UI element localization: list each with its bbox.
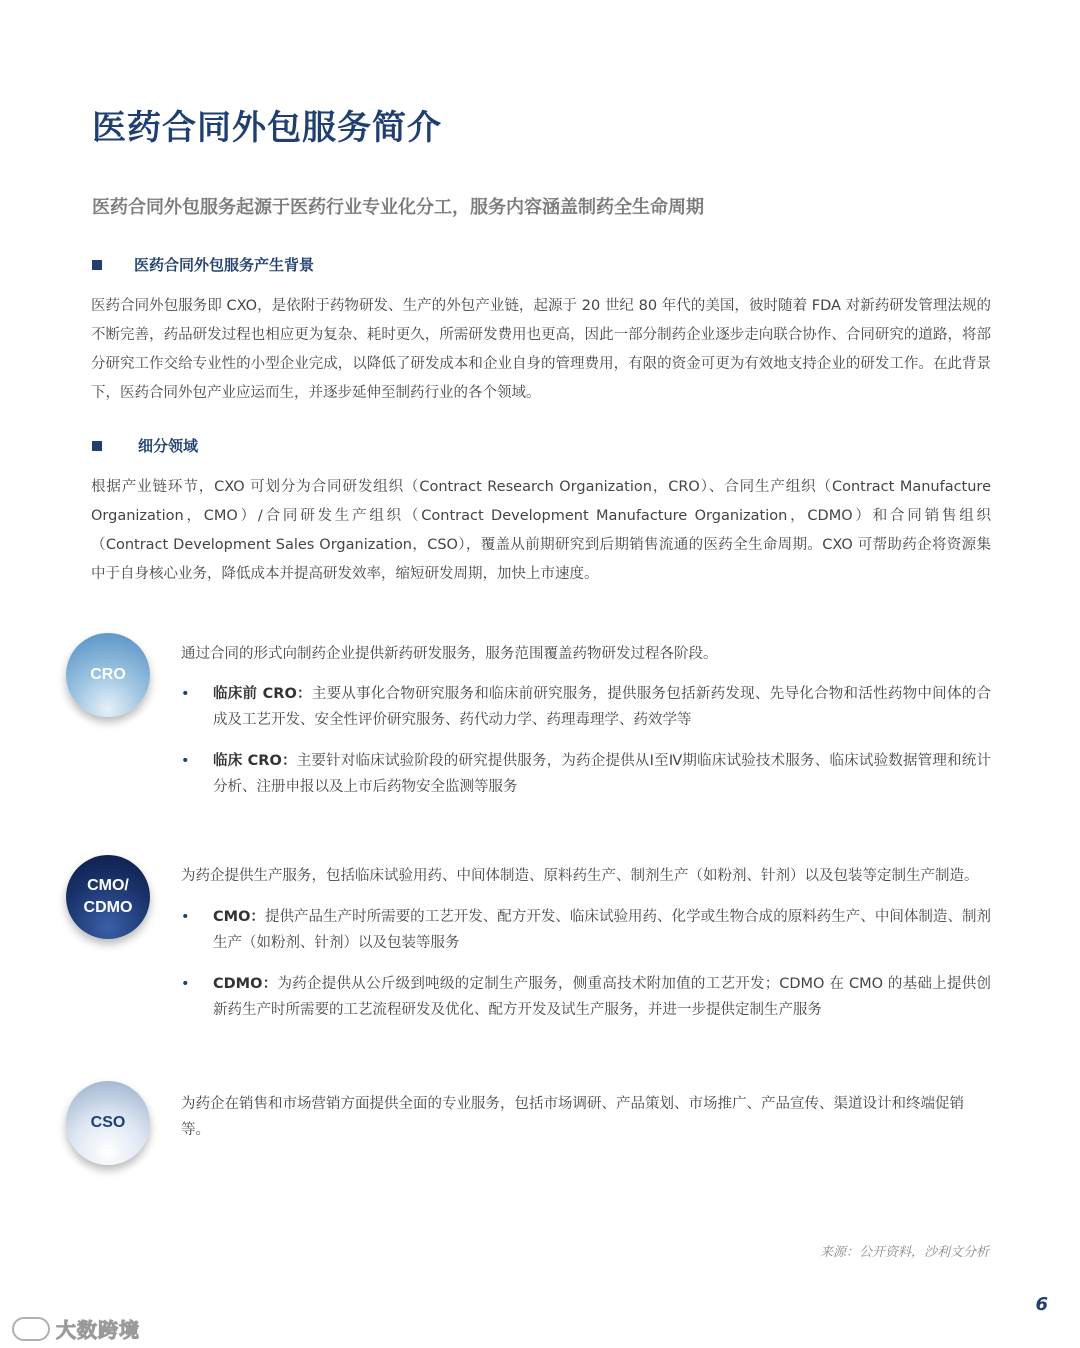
item-label: CDMO： — [213, 976, 278, 992]
list-item — [181, 904, 991, 956]
bullet-dot-icon: • — [181, 976, 190, 992]
cmo-block — [181, 863, 991, 1023]
cmo-intro: 为药企提供生产服务，包括临床试验用药、中间体制造、原料药生产、制剂生产（如粉剂、针剂）以及包装等定制生产制造。 — [181, 868, 979, 884]
item-text: 主要从事化合物研究服务和临床前研究服务，提供服务包括新药发现、先导化合物和活性药物中间体的合成及工艺开发、安全性评价研究服务、药代动力学、药理毒理学、药效学等 — [213, 686, 991, 728]
page-subtitle: 医药合同外包服务起源于医药行业专业化分工，服务内容涵盖制药全生命周期 — [92, 197, 704, 218]
cmo-badge-line2: CDMO — [83, 899, 133, 916]
cro-badge-label: CRO — [90, 666, 126, 683]
bullet-dot-icon: • — [181, 909, 190, 925]
cmo-badge-line1: CMO/ — [87, 877, 129, 894]
item-label: CMO： — [213, 909, 265, 925]
watermark-text: 大数跨境 — [56, 1318, 140, 1342]
cmo-cdmo-badge — [66, 855, 150, 939]
item-text: 为药企提供从公斤级到吨级的定制生产服务，侧重高技术附加值的工艺开发；CDMO 在 CMO 的基础上提供创新药生产时所需要的工艺流程研发及优化、配方开发及试生产服务，并进一步提供定制生产服务 — [213, 976, 991, 1018]
watermark-logo-icon — [12, 1317, 50, 1341]
square-bullet-icon — [92, 441, 102, 451]
item-label: 临床前 CRO： — [213, 686, 312, 702]
source-note: 来源：公开资料，沙利文分析 — [819, 1245, 989, 1260]
section-heading-label: 细分领域 — [138, 437, 199, 455]
square-bullet-icon — [92, 260, 102, 270]
cro-badge — [66, 633, 150, 717]
cso-badge-label: CSO — [90, 1114, 126, 1131]
list-item — [181, 748, 991, 800]
bullet-dot-icon: • — [181, 753, 190, 769]
cro-block — [181, 641, 991, 800]
item-text: 主要针对临床试验阶段的研究提供服务，为药企提供从Ⅰ至Ⅳ期临床试验技术服务、临床试验数据管理和统计分析、注册申报以及上市后药物安全监测等服务 — [213, 753, 992, 795]
section-heading-segments — [92, 435, 198, 456]
section-heading-background — [92, 254, 314, 275]
page-number: 6 — [1035, 1294, 1048, 1315]
cso-badge — [66, 1081, 150, 1165]
cso-intro: 为药企在销售和市场营销方面提供全面的专业服务，包括市场调研、产品策划、市场推广、产品宣传、渠道设计和终端促销等。 — [181, 1096, 964, 1138]
cro-intro: 通过合同的形式向制药企业提供新药研发服务，服务范围覆盖药物研发过程各阶段。 — [181, 646, 718, 662]
list-item — [181, 681, 991, 733]
bullet-dot-icon: • — [181, 686, 190, 702]
item-label: 临床 CRO： — [213, 753, 297, 769]
watermark — [12, 1314, 140, 1343]
segments-paragraph: 根据产业链环节，CXO 可划分为合同研发组织（Contract Research Organization，CRO）、合同生产组织（Contract Manufacture Organization，CMO）/合同研发生产组织（Contract Development Manufacture Organization，CDMO）和合同销售组织（Contract Development Sales Organization，CSO），覆盖从前期研究到后期销售流通的医药全生命周期。CXO 可帮助药企将资源集中于自身核心业务，降低成本并提高研发效率，缩短研发周期，加快上市速度。 — [91, 479, 991, 582]
item-text: 提供产品生产时所需要的工艺开发、配方开发、临床试验用药、化学或生物合成的原料药生产、中间体制造、制剂生产（如粉剂、针剂）以及包装等服务 — [213, 909, 991, 951]
list-item — [181, 971, 991, 1023]
cso-block — [181, 1091, 991, 1143]
section-heading-label: 医药合同外包服务产生背景 — [134, 256, 315, 274]
background-paragraph: 医药合同外包服务即 CXO，是依附于药物研发、生产的外包产业链，起源于 20 世纪 80 年代的美国，彼时随着 FDA 对新药研发管理法规的不断完善，药品研发过程也相应更为复杂、耗时更久，所需研发费用也更高，因此一部分制药企业逐步走向联合协作、合同研究的道路，将部分研究工作交给专业性的小型企业完成，以降低了研发成本和企业自身的管理费用，有限的资金可更为有效地支持企业的研发工作。在此背景下，医药合同外包产业应运而生，并逐步延伸至制药行业的各个领域。 — [91, 298, 991, 401]
page-title: 医药合同外包服务简介 — [92, 108, 442, 148]
